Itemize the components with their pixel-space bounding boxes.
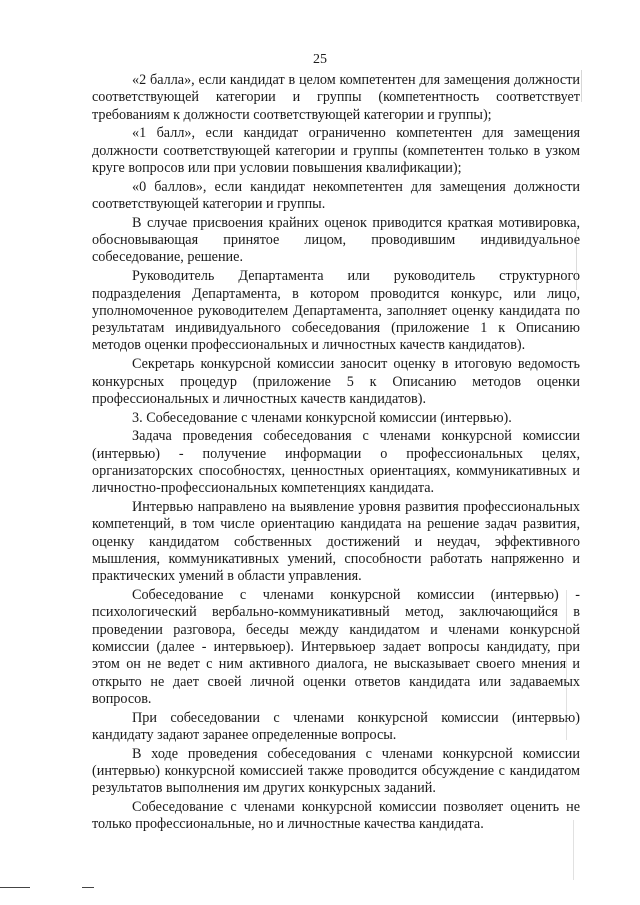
paragraph: «2 балла», если кандидат в целом компетентен для замещения должности соответствующей категории и группы (компетентность соответствует требованиям к должности соответствующей категории и группы); [92,72,580,123]
scan-artifact-line [566,590,567,740]
scan-artifact-mark [0,887,30,888]
scan-artifact-mark [82,887,94,888]
scan-artifact-line [581,70,582,102]
paragraph: В ходе проведения собеседования с членами конкурсной комиссии (интервью) конкурсной комиссией также проводится обсуждение с кандидатом результатов выполнения им других конкурсных заданий. [92,745,580,797]
scan-artifact-line [576,230,577,290]
paragraph: Собеседование с членами конкурсной комиссии позволяет оценить не только профессиональные, но и личностные качества кандидата. [92,799,580,833]
paragraph: «1 балл», если кандидат ограниченно компетентен для замещения должности соответствующей категории и группы (компетентен только в узком круге вопросов или при условии повышения квалификации); [92,125,580,176]
paragraph: Руководитель Департамента или руководитель структурного подразделения Департамента, в котором проводится конкурс, или лицо, уполномоченное руководителем Департамента, заполняет оценку кандидата по результатам индивидуального собеседования (приложение 1 к Описанию методов оценки профессиональных и личностных качеств кандидатов). [92,268,580,354]
paragraph: Задача проведения собеседования с членами конкурсной комиссии (интервью) - получение информации о профессиональных целях, организаторских способностях, ценностных ориентациях, коммуникативных и личностно-профессиональных компетенциях кандидата. [92,428,580,497]
section-heading: 3. Собеседование с членами конкурсной комиссии (интервью). [132,409,512,426]
paragraph: Интервью направлено на выявление уровня развития профессиональных компетенций, в том числе ориентацию кандидата на решение задач развития, оценку кандидатом собственных достижений и неудач, эффективного мышления, коммуникативных умений, способности работать напряженно и практических умений в области управления. [92,499,580,585]
paragraph: При собеседовании с членами конкурсной комиссии (интервью) кандидату задают заранее определенные вопросы. [92,709,580,743]
page-number: 25 [313,52,327,67]
document-body [92,72,580,835]
scan-artifact-line [573,820,574,880]
paragraph: «0 баллов», если кандидат некомпетентен для замещения должности соответствующей категории и группы. [92,178,580,213]
paragraph: Секретарь конкурсной комиссии заносит оценку в итоговую ведомость конкурсных процедур (приложение 5 к Описанию методов оценки профессиональных и личностных качеств кандидатов). [92,356,580,407]
paragraph: В случае присвоения крайних оценок приводится краткая мотивировка, обосновывающая принятое лицом, проводившим индивидуальное собеседование, решение. [92,214,580,266]
paragraph: Собеседование с членами конкурсной комиссии (интервью) - психологический вербально-коммуникативный метод, заключающийся в проведении разговора, беседы между кандидатом и членами конкурсной комиссии (далее - интервьюер). Интервьюер задает вопросы кандидату, при этом он не ведет с ним активного диалога, не высказывает своего мнения и открыто не дает своей личной оценки ответов кандидата или задаваемых вопросов. [92,587,580,707]
